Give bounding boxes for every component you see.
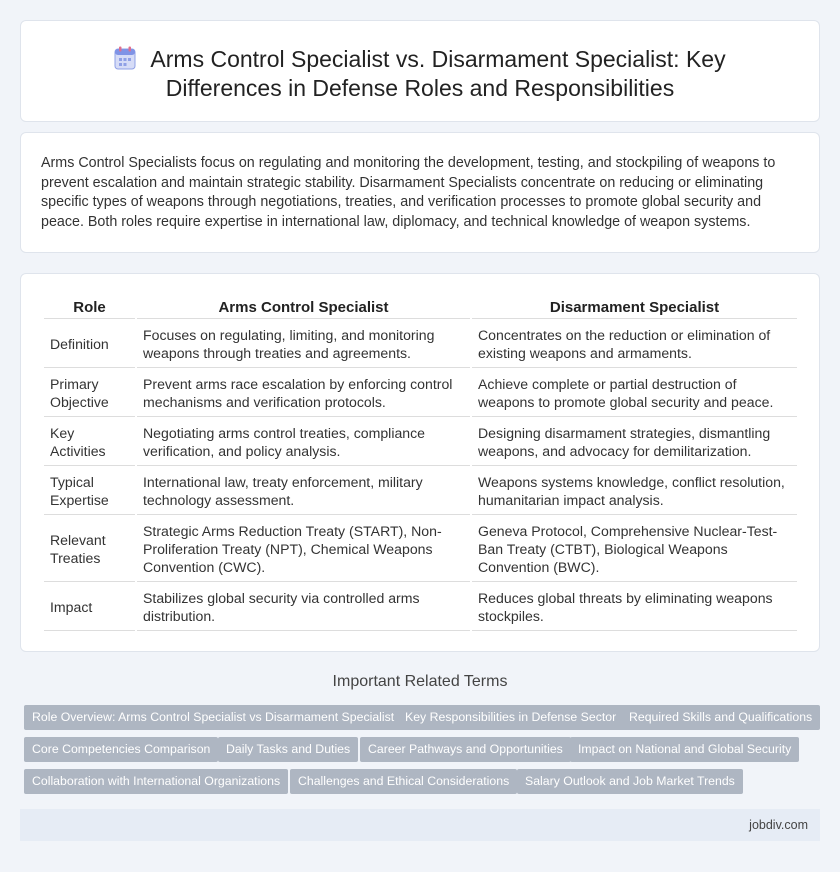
intro-card [20,132,820,253]
table-row [44,515,797,582]
disarm-cell: Concentrates on the reduction or elimination of existing weapons and armaments. [472,319,797,368]
related-term-tag[interactable]: Career Pathways and Opportunities [360,737,571,762]
arms-cell: Strategic Arms Reduction Treaty (START), Non-Proliferation Treaty (NPT), Chemical Weapons Convention (CWC). [137,515,470,582]
arms-cell: Negotiating arms control treaties, compliance verification, and policy analysis. [137,417,470,466]
comparison-table-card [20,273,820,652]
row-label: Impact [44,582,135,631]
row-label: Key Activities [44,417,135,466]
arms-cell: Stabilizes global security via controlled arms distribution. [137,582,470,631]
comparison-table [42,297,799,631]
disarm-cell: Designing disarmament strategies, dismantling weapons, and advocacy for demilitarization. [472,417,797,466]
title-line-1: Arms Control Specialist vs. Disarmament Specialist: Key [150,46,726,72]
table-row [44,319,797,368]
related-term-tag[interactable]: Challenges and Ethical Considerations [290,769,517,794]
arms-cell: International law, treaty enforcement, military technology assessment. [137,466,470,515]
arms-cell: Focuses on regulating, limiting, and monitoring weapons through treaties and agreements. [137,319,470,368]
related-term-tag[interactable]: Collaboration with International Organizations [24,769,288,794]
header-role: Role [44,297,135,319]
row-label: Primary Objective [44,368,135,417]
disarm-cell: Weapons systems knowledge, conflict resolution, humanitarian impact analysis. [472,466,797,515]
row-label: Typical Expertise [44,466,135,515]
row-label: Relevant Treaties [44,515,135,582]
header-disarmament: Disarmament Specialist [472,297,797,319]
disarm-cell: Geneva Protocol, Comprehensive Nuclear-Test-Ban Treaty (CTBT), Biological Weapons Convention (BWC). [472,515,797,582]
related-terms-title: Important Related Terms [332,673,508,690]
disarm-cell: Achieve complete or partial destruction of weapons to promote global security and peace. [472,368,797,417]
related-term-tag[interactable]: Role Overview: Arms Control Specialist vs Disarmament Specialist [24,705,402,730]
table-row [44,582,797,631]
intro-text: Arms Control Specialists focus on regulating and monitoring the development, testing, and stockpiling of weapons to prevent escalation and maintain strategic stability. Disarmament Specialists concentrate on reducing or eliminating specific types of weapons through negotiations, treaties, and verification processes to promote global security and peace. Both roles require expertise in international law, diplomacy, and technical knowledge of weapon systems. [41,155,776,230]
related-term-tag[interactable]: Salary Outlook and Job Market Trends [517,769,743,794]
header-arms-control: Arms Control Specialist [137,297,470,319]
title-card [20,20,820,122]
row-label: Definition [44,319,135,368]
related-term-tag[interactable]: Impact on National and Global Security [570,737,799,762]
calendar-icon [114,46,136,70]
table-row [44,368,797,417]
footer [20,809,820,841]
page-title [21,45,819,103]
footer-site-link[interactable]: jobdiv.com [749,818,808,832]
table-row [44,417,797,466]
related-term-tag[interactable]: Required Skills and Qualifications [621,705,820,730]
related-term-tag[interactable]: Daily Tasks and Duties [218,737,358,762]
related-term-tag[interactable]: Key Responsibilities in Defense Sector [397,705,624,730]
related-term-tag[interactable]: Core Competencies Comparison [24,737,218,762]
disarm-cell: Reduces global threats by eliminating weapons stockpiles. [472,582,797,631]
title-line-2: Differences in Defense Roles and Responsibilities [165,75,675,101]
arms-cell: Prevent arms race escalation by enforcing control mechanisms and verification protocols. [137,368,470,417]
table-row [44,466,797,515]
